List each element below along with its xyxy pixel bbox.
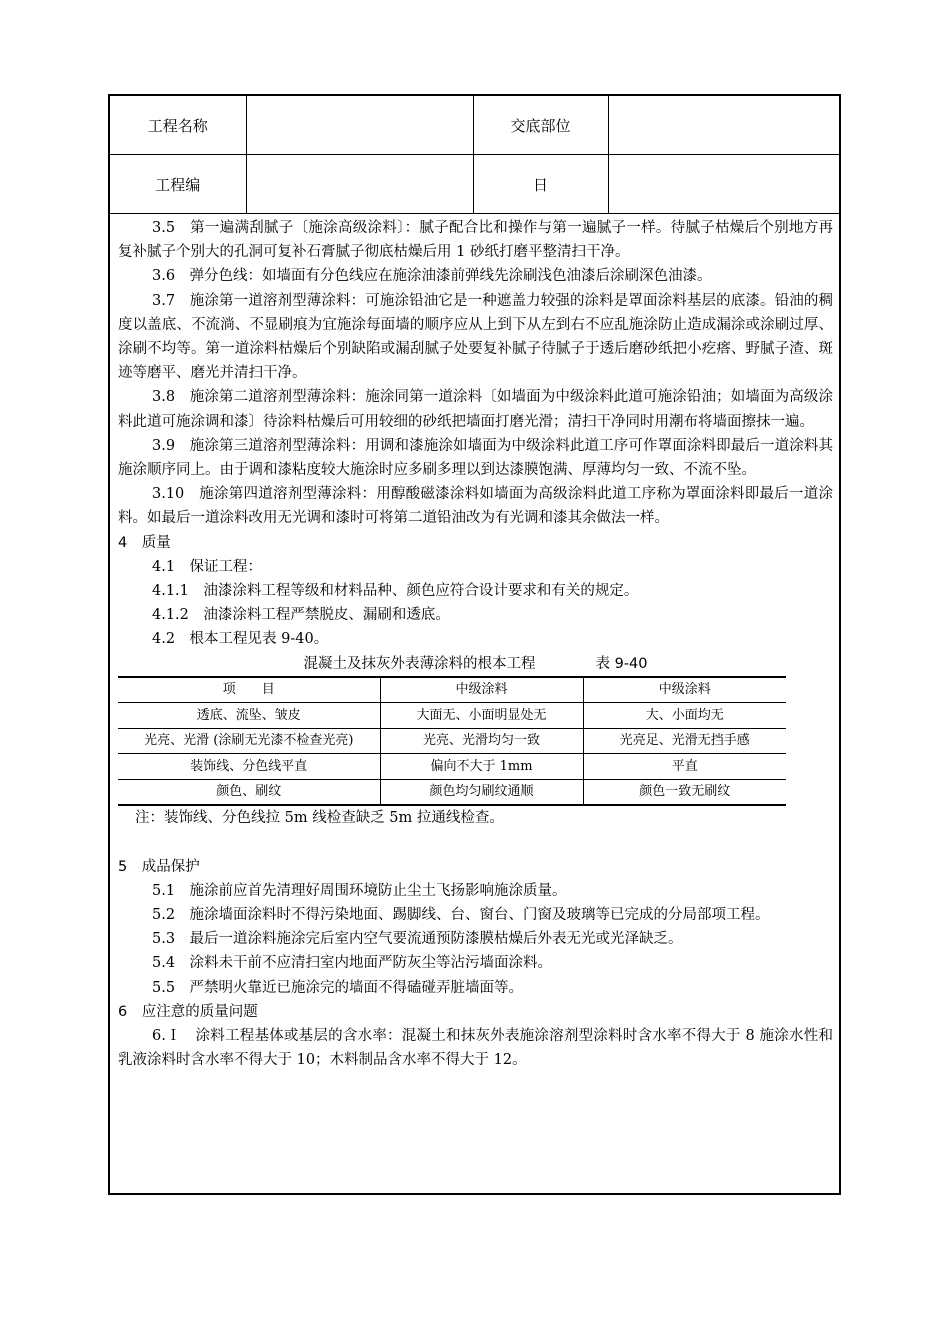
table-header-row xyxy=(118,677,786,703)
paragraph-5-1: 5.1 施涂前应首先清理好周围环境防止尘土飞扬影响施涂质量。 xyxy=(152,882,567,899)
section-6-heading: 6 应注意的质量问题 xyxy=(118,1003,258,1020)
table-cell: 颜色均匀刷纹通顺 xyxy=(380,779,583,805)
paragraph-3-5: 3.5 第一遍满刮腻子〔施涂高级涂料〕：腻子配合比和操作与第一遍腻子一样。待腻子枯燥后个别地方再复补腻子个别大的孔洞可复补石膏腻子彻底枯燥后用 1 砂纸打磨平整清扫干净。 xyxy=(118,220,833,261)
header-row xyxy=(110,155,839,214)
table-number: 表 9-40 xyxy=(595,655,648,672)
date-value xyxy=(608,155,839,214)
paragraph-3-7: 3.7 施涂第一道溶剂型薄涂料：可施涂铅油它是一种遮盖力较强的涂料是罩面涂料基层的底漆。铅油的稠度以盖底、不流淌、不显刷痕为宜施涂每面墙的顺序应从上到下从左到右不应乱施涂防止造成漏涂或涂刷过厚、涂刷不均等。第一道涂料枯燥后个别缺陷或漏刮腻子处要复补腻子待腻子于透后磨砂纸把小疙瘩、野腻子渣、斑迹等磨平、磨光并清扫干净。 xyxy=(118,292,833,382)
document-frame xyxy=(108,94,841,1195)
table-cell: 颜色、刷纹 xyxy=(118,779,380,805)
table-cell: 大面无、小面明显处无 xyxy=(380,703,583,729)
spacer xyxy=(118,831,833,855)
table-cell: 透底、流坠、皱皮 xyxy=(118,703,380,729)
table-cell: 偏向不大于 1mm xyxy=(380,754,583,780)
section-4-heading: 4 质量 xyxy=(118,534,171,551)
paragraph-4-1: 4.1 保证工程： xyxy=(152,558,263,575)
header-table xyxy=(110,96,839,214)
paragraph-5-5: 5.5 严禁明火靠近已施涂完的墙面不得磕碰弄脏墙面等。 xyxy=(152,979,524,996)
project-number-label: 工程编 xyxy=(110,155,246,214)
paragraph-4-1-1: 4.1.1 油漆涂料工程等级和材料品种、颜色应符合设计要求和有关的规定。 xyxy=(152,583,639,600)
table-caption xyxy=(118,652,833,676)
paragraph-3-8: 3.8 施涂第二道溶剂型薄涂料：施涂同第一道涂料〔如墙面为中级涂料此道可施涂铅油；如墙面为高级涂料此道可施涂调和漆〕待涂料枯燥后可用较细的砂纸把墙面打磨光滑；清扫干净同时用潮布将墙面擦抹一遍。 xyxy=(118,389,833,430)
table-cell: 平直 xyxy=(583,754,786,780)
date-label: 日 xyxy=(473,155,608,214)
table-row xyxy=(118,728,786,754)
table-cell: 大、小面均无 xyxy=(583,703,786,729)
project-name-label: 工程名称 xyxy=(110,96,246,155)
table-cell: 颜色一致无刷纹 xyxy=(583,779,786,805)
table-header-cell: 中级涂料 xyxy=(380,677,583,703)
table-cell: 装饰线、分色线平直 xyxy=(118,754,380,780)
table-row xyxy=(118,779,786,805)
table-note: 注：装饰线、分色线拉 5m 线检查缺乏 5m 拉通线检查。 xyxy=(135,810,504,827)
paragraph-5-2: 5.2 施涂墙面涂料时不得污染地面、踢脚线、台、窗台、门窗及玻璃等已完成的分局部项工程。 xyxy=(152,906,770,923)
paragraph-4-1-2: 4.1.2 油漆涂料工程严禁脱皮、漏刷和透底。 xyxy=(152,607,450,624)
paragraph-4-2: 4.2 根本工程见表 9-40。 xyxy=(152,631,329,648)
table-cell: 光亮足、光滑无挡手感 xyxy=(583,728,786,754)
table-title: 混凝土及抹灰外表薄涂料的根本工程 xyxy=(303,655,536,672)
paragraph-5-4: 5.4 涂料未干前不应清扫室内地面严防灰尘等沾污墙面涂料。 xyxy=(152,955,553,972)
table-row xyxy=(118,703,786,729)
section-5-heading: 5 成品保护 xyxy=(118,858,200,875)
paragraph-6-1: 6.Ｉ 涂料工程基体或基层的含水率：混凝土和抹灰外表施涂溶剂型涂料时含水率不得大于 8 施涂水性和乳液涂料时含水率不得大于 10；木料制品含水率不得大于 12。 xyxy=(118,1027,833,1069)
project-number-value xyxy=(246,155,473,214)
paragraph-3-6: 3.6 弹分色线：如墙面有分色线应在施涂油漆前弹线先涂刷浅色油漆后涂刷深色油漆。 xyxy=(152,268,712,285)
paragraph-5-3: 5.3 最后一道涂料施涂完后室内空气要流通预防漆膜枯燥后外表无光或光泽缺乏。 xyxy=(152,931,683,948)
table-cell: 光亮、光滑 (涂刷无光漆不检查光亮) xyxy=(118,728,380,754)
project-name-value xyxy=(246,96,473,155)
handover-part-label: 交底部位 xyxy=(473,96,608,155)
quality-table xyxy=(118,676,786,807)
table-row xyxy=(118,754,786,780)
table-header-cell: 中级涂料 xyxy=(583,677,786,703)
paragraph-3-9: 3.9 施涂第三道溶剂型薄涂料：用调和漆施涂如墙面为中级涂料此道工序可作罩面涂料即最后一道涂料其施涂顺序同上。由于调和漆粘度较大施涂时应多刷多理以到达漆膜饱满、厚薄均匀一致、不流不坠。 xyxy=(118,437,833,479)
paragraph-3-10: 3.10 施涂第四道溶剂型薄涂料：用醇酸磁漆涂料如墙面为高级涂料此道工序称为罩面涂料即最后一道涂料。如最后一道涂料改用无光调和漆时可将第二道铅油改为有光调和漆其余做法一样。 xyxy=(118,486,833,527)
table-cell: 光亮、光滑均匀一致 xyxy=(380,728,583,754)
handover-part-value xyxy=(608,96,839,155)
table-header-cell: 项 目 xyxy=(118,677,380,703)
document-body xyxy=(118,216,833,1072)
header-row xyxy=(110,96,839,155)
